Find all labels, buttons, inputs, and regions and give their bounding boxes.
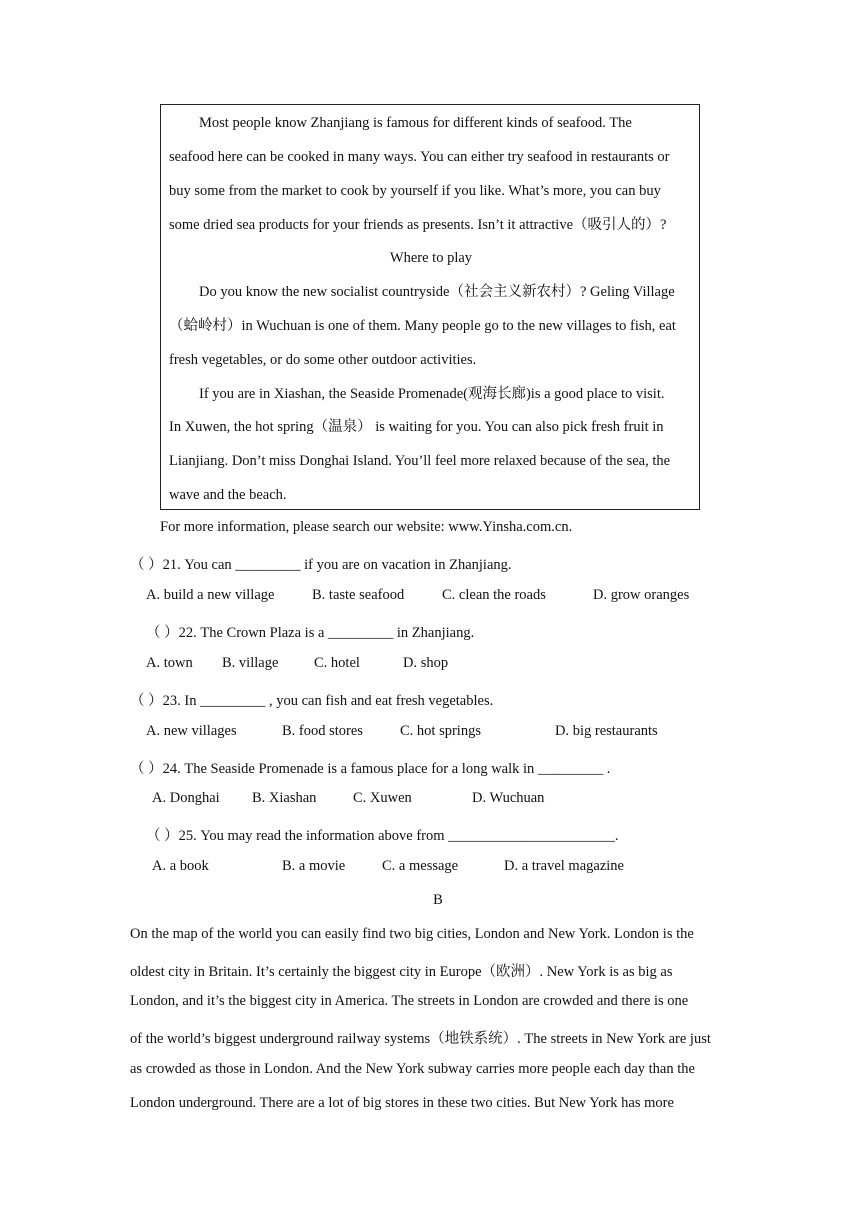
option-d: D. big restaurants xyxy=(555,723,658,739)
option-a: A. a book xyxy=(152,858,209,874)
option-b: B. village xyxy=(222,655,279,671)
question-stem: （ ）21. You can _________ if you are on vacation in Zhanjiang. xyxy=(130,557,512,573)
option-c: C. a message xyxy=(382,858,459,874)
passage-b-line: as crowded as those in London. And the New York subway carries more people each day than the xyxy=(130,1061,695,1077)
passage-a-p2-line: Do you know the new socialist countryside（社会主义新农村）? Geling Village xyxy=(199,284,675,300)
passage-a-p3-line: wave and the beach. xyxy=(169,487,287,503)
option-c: C. clean the roads xyxy=(442,587,546,603)
passage-a-p3-line: In Xuwen, the hot spring（温泉） is waiting for you. You can also pick fresh fruit in xyxy=(169,419,664,435)
question-stem: （ ）23. In _________ , you can fish and eat fresh vegetables. xyxy=(130,693,494,709)
passage-a-p2-line: fresh vegetables, or do some other outdoor activities. xyxy=(169,352,477,368)
section-heading: Where to play xyxy=(389,250,473,266)
passage-a-p3-line: Lianjiang. Don’t miss Donghai Island. You’ll feel more relaxed because of the sea, the xyxy=(169,453,671,469)
option-d: D. Wuchuan xyxy=(472,790,545,806)
passage-a-box xyxy=(160,104,700,510)
question-stem: （ ）22. The Crown Plaza is a _________ in Zhanjiang. xyxy=(146,625,475,641)
option-c: C. hotel xyxy=(314,655,360,671)
option-a: A. town xyxy=(146,655,193,671)
passage-a-p1-line: some dried sea products for your friends as presents. Isn’t it attractive（吸引人的）? xyxy=(169,217,667,233)
option-b: B. a movie xyxy=(282,858,346,874)
passage-a-p3-line: If you are in Xiashan, the Seaside Promenade(观海长廊)is a good place to visit. xyxy=(199,386,665,402)
question-stem: （ ）25. You may read the information above from _______________________. xyxy=(146,828,619,844)
option-d: D. shop xyxy=(403,655,449,671)
passage-b-line: oldest city in Britain. It’s certainly the biggest city in Europe（欧洲）. New York is as big as xyxy=(130,964,673,980)
option-b: B. taste seafood xyxy=(312,587,405,603)
website-note: For more information, please search our website: www.Yinsha.com.cn. xyxy=(160,519,573,535)
option-c: C. Xuwen xyxy=(353,790,412,806)
option-d: D. a travel magazine xyxy=(504,858,624,874)
passage-a-p2-line: （蛤岭村）in Wuchuan is one of them. Many people go to the new villages to fish, eat xyxy=(169,318,676,334)
section-label-b: B xyxy=(433,892,443,908)
question-stem: （ ）24. The Seaside Promenade is a famous place for a long walk in _________ . xyxy=(130,761,611,777)
option-d: D. grow oranges xyxy=(593,587,690,603)
passage-a-p1-line: buy some from the market to cook by yourself if you like. What’s more, you can buy xyxy=(169,183,661,199)
passage-b-line: On the map of the world you can easily find two big cities, London and New York. London is the xyxy=(130,926,694,942)
passage-b-line: of the world’s biggest underground railway systems（地铁系统）. The streets in New York are just xyxy=(130,1031,711,1047)
passage-b-line: London underground. There are a lot of big stores in these two cities. But New York has more xyxy=(130,1095,674,1111)
option-a: A. new villages xyxy=(146,723,237,739)
passage-a-p1-line: seafood here can be cooked in many ways. You can either try seafood in restaurants or xyxy=(169,149,670,165)
passage-a-p1-line: Most people know Zhanjiang is famous for different kinds of seafood. The xyxy=(199,115,632,131)
option-b: B. food stores xyxy=(282,723,363,739)
option-a: A. Donghai xyxy=(152,790,220,806)
option-c: C. hot springs xyxy=(400,723,481,739)
option-a: A. build a new village xyxy=(146,587,275,603)
passage-b-line: London, and it’s the biggest city in America. The streets in London are crowded and there is one xyxy=(130,993,689,1009)
option-b: B. Xiashan xyxy=(252,790,317,806)
